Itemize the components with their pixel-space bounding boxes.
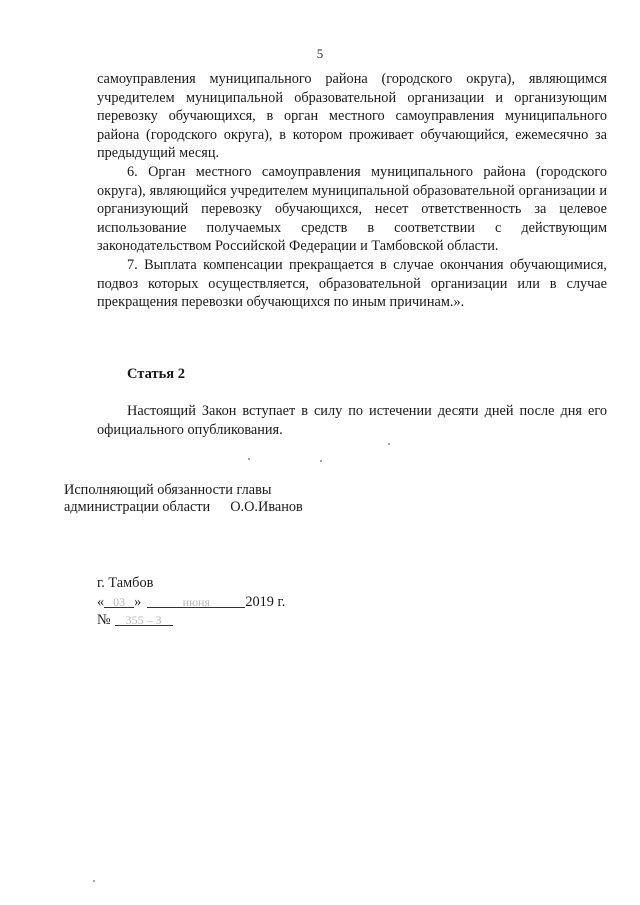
date-month: июня xyxy=(182,594,210,609)
signature-position-row2 xyxy=(64,499,303,516)
date-day: 03 xyxy=(113,594,126,609)
date-day-underline xyxy=(104,593,134,608)
signer-name: О.О.Иванов xyxy=(230,499,303,515)
number-underline xyxy=(115,611,173,626)
paragraph-6-responsibility: 6. Орган местного самоуправления муниципального района (городского округа), являющийся учредителем муниципальной образовательной организации и организующий перевозку обучающихся, несет ответственность за целевое использование получаемых средств в соответствии с действующим законодательством Российской Федерации и Тамбовской области. xyxy=(97,163,607,255)
article-heading: Статья 2 xyxy=(127,366,185,382)
paragraph-7-termination: 7. Выплата компенсации прекращается в случае окончания обучающимися, подвоз которых осуществляется, образовательной организации или в случае прекращения перевозки обучающихся по иным причинам.». xyxy=(97,256,607,311)
article-2-text-block xyxy=(97,402,607,439)
scan-speck xyxy=(93,880,95,882)
scan-speck xyxy=(388,443,390,445)
number-prefix: № xyxy=(97,612,111,628)
place-and-date-block xyxy=(97,574,285,630)
signature-block xyxy=(64,482,303,516)
date-year: 2019 г. xyxy=(245,593,286,610)
law-text-continued xyxy=(97,70,607,312)
date-month-underline xyxy=(147,593,245,608)
signature-position-line2: администрации области xyxy=(64,499,211,515)
article-2-text: Настоящий Закон вступает в силу по истечении десяти дней после дня его официального опубликования. xyxy=(97,403,607,438)
number-line xyxy=(97,611,285,630)
date-close-quote: » xyxy=(134,593,142,610)
place-name: г. Тамбов xyxy=(97,575,154,591)
page-number: 5 xyxy=(316,46,324,61)
date-line xyxy=(97,593,285,612)
scan-speck xyxy=(248,458,250,460)
scan-speck xyxy=(320,460,322,462)
date-open-quote: « xyxy=(97,593,105,610)
law-number: 355 – З xyxy=(125,613,162,627)
paragraph-compensation-transfer: самоуправления муниципального района (городского округа), являющимся учредителем муниципальной образовательной организации и организующим перевозку обучающихся, в орган местного самоуправления муниципального района (городского округа), в котором проживает обучающийся, ежемесячно за предыдущий месяц. xyxy=(97,71,607,162)
signature-position-line1: Исполняющий обязанности главы xyxy=(64,482,272,498)
